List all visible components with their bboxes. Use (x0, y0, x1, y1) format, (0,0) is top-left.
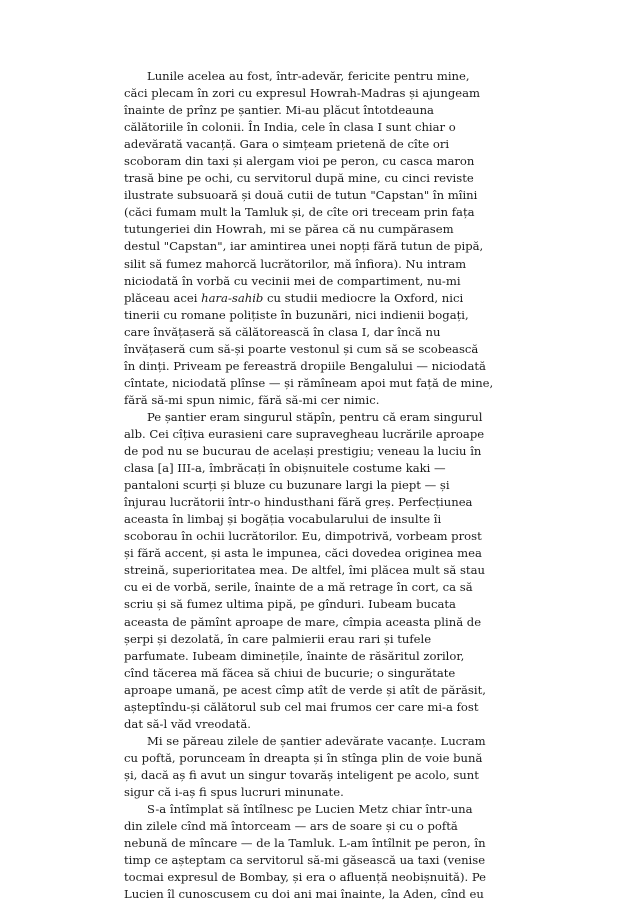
text-line: adevărată vacanță. Gara o simțeam prietenă de cîte ori (124, 137, 450, 152)
text-line: care învățaseră să călătorească în clasa I, dar încă nu (124, 324, 441, 339)
text-line: pantaloni scurți și bluze cu buzunare largi la piept — și (124, 478, 450, 493)
text-line: alb. Cei cîțiva eurasieni care supravegheau lucrările aproape (124, 426, 485, 441)
text-line: parfumate. Iubeam diminețile, înainte de răsăritul zorilor, (124, 648, 465, 663)
text-line: trasă bine pe ochi, cu servitorul după mine, cu cinci reviste (124, 171, 474, 186)
text-line-segment: cu studii mediocre la Oxford, nici (263, 290, 464, 305)
text-line: aceasta în limbaj și bogăția vocabularului de insulte îi (124, 512, 442, 527)
text-line: cîntate, niciodată plînse — și rămîneam apoi mut față de mine, (124, 375, 494, 390)
text-line: ilustrate subsuoară și două cutii de tutun "Capstan" în mîini (124, 188, 478, 203)
text-line: nebună de mîncare — de la Tamluk. L-am întîlnit pe peron, în (124, 836, 486, 851)
text-line: scriu și să fumez ultima pipă, pe gînduri. Iubeam bucata (124, 597, 456, 612)
text-line: în dinți. Priveam pe fereastră dropiile Bengalului — niciodată (124, 358, 486, 373)
text-line: căci plecam în zori cu expresul Howrah-Madras și ajungeam (124, 86, 481, 101)
text-line: clasa [a] III-a, îmbrăcați în obișnuitele costume kaki — (124, 461, 446, 476)
text-line: tinerii cu romane polițiste în buzunări, nici indienii bogați, (124, 307, 469, 322)
text-line: din zilele cînd mă întorceam — ars de soare și cu o poftă (124, 819, 458, 834)
body-text (124, 68, 512, 903)
text-line: șerpi și dezolată, în care palmierii erau rari și tufele (124, 631, 432, 646)
text-line: aproape umană, pe acest cîmp atît de verde și atît de părăsit, (124, 682, 486, 697)
text-line: scoboram din taxi și alergam vioi pe peron, cu casca maron (124, 154, 475, 169)
text-line: Lucien îl cunoscusem cu doi ani mai înainte, la Aden, cînd eu (124, 887, 484, 902)
text-line: dat să-l văd vreodată. (124, 716, 251, 731)
text-line: înjurau lucrătorii într-o hindusthani fără greș. Perfecțiunea (124, 495, 473, 510)
text-line: silit să fumez mahorcă lucrătorilor, mă înfiora). Nu intram (124, 256, 467, 271)
text-line: scoborau în ochii lucrătorilor. Eu, dimpotrivă, vorbeam prost (124, 529, 482, 544)
text-line: tutungeriei din Howrah, mi se părea că nu cumpărasem (124, 222, 454, 237)
text-line: S-a întîmplat să întîlnesc pe Lucien Metz chiar într-una (147, 802, 473, 817)
text-line: Mi se păreau zilele de șantier adevărate vacanțe. Lucram (147, 733, 486, 748)
text-line: înainte de prînz pe șantier. Mi-au plăcut întotdeauna (124, 103, 434, 118)
text-line: sigur că i-aș fi spus lucruri minunate. (124, 784, 344, 799)
text-line: călătoriile în colonii. În India, cele în clasa I sunt chiar o (124, 120, 456, 135)
text-line: cu ei de vorbă, serile, înainte de a mă retrage în cort, ca să (124, 580, 473, 595)
text-line-segment: plăceau acei (124, 290, 202, 305)
text-line: destul "Capstan", iar amintirea unei nopți fără tutun de pipă, (124, 239, 484, 254)
text-line: așteptîndu-și călătorul sub cel mai frumos cer care mi-a fost (124, 699, 479, 714)
text-line: (căci fumam mult la Tamluk și, de cîte ori treceam prin fața (124, 205, 475, 220)
text-line: cînd tăcerea mă făcea să chiui de bucurie; o singurătate (124, 665, 456, 680)
text-line: aceasta de pămînt aproape de mare, cîmpia aceasta plină de (124, 614, 482, 629)
text-line: tocmai expresul de Bombay, și era o afluență neobișnuită). Pe (124, 870, 486, 885)
text-line (124, 290, 512, 307)
text-line: învățaseră cum să-și poarte vestonul și cum să se scobească (124, 341, 479, 356)
text-line: și fără accent, și asta le impunea, căci dovedea originea mea (124, 546, 482, 561)
italic-term: hara-sahib (201, 290, 264, 305)
text-line: fără să-mi spun nimic, fără să-mi cer nimic. (124, 392, 380, 407)
text-line: niciodată în vorbă cu vecinii mei de compartiment, nu-mi (124, 273, 461, 288)
text-line: de pod nu se bucurau de același prestigiu; veneau la luciu în (124, 444, 482, 459)
text-line: Lunile acelea au fost, într-adevăr, fericite pentru mine, (147, 69, 470, 83)
text-line: Pe șantier eram singurul stăpîn, pentru că eram singurul (147, 409, 483, 424)
text-line: timp ce așteptam ca servitorul să-mi găsească ua taxi (venise (124, 853, 486, 868)
text-line: și, dacă aș fi avut un singur tovarăș inteligent pe acolo, sunt (124, 767, 479, 782)
text-line: cu poftă, porunceam în dreapta și în stînga plin de voie bună (124, 750, 483, 765)
text-line: streină, superioritatea mea. De altfel, îmi plăcea mult să stau (124, 563, 485, 578)
